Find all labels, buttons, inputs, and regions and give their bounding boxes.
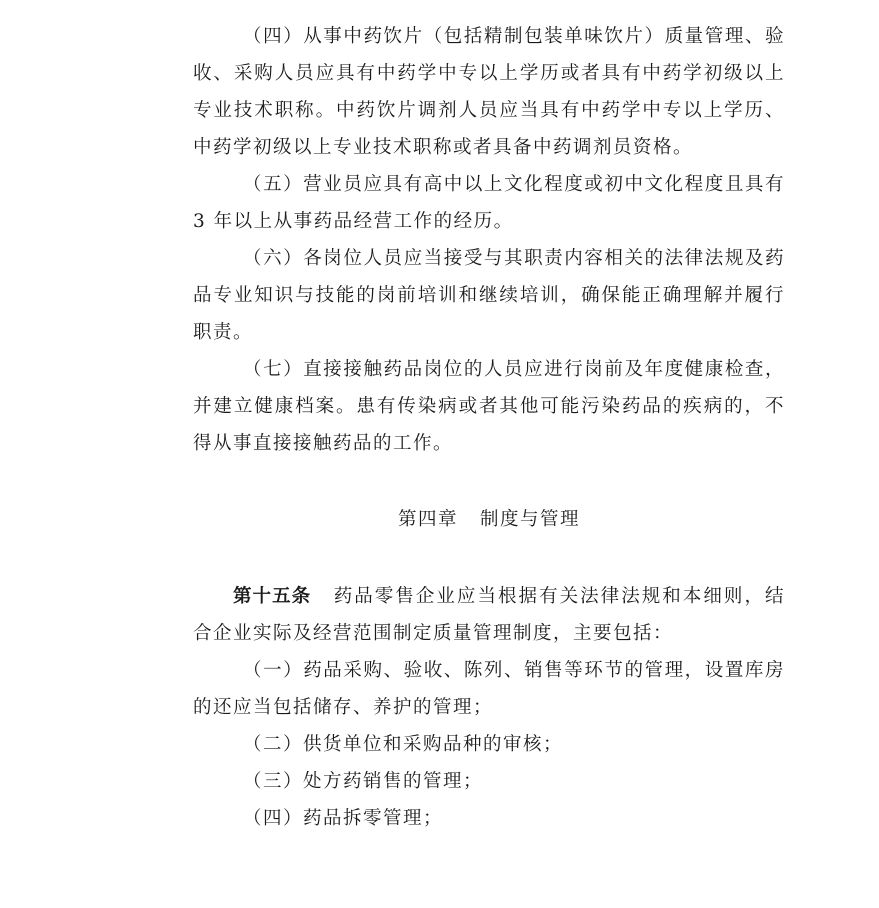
article-heading: 第十五条	[233, 586, 312, 607]
paragraph-item-7: （七）直接接触药品岗位的人员应进行岗前及年度健康检查，并建立健康档案。患有传染病或者其他可能污染药品的疾病的，不得从事直接接触药品的工作。	[193, 359, 785, 454]
article-text: 药品零售企业应当根据有关法律法规和本细则，结合企业实际及经营范围制定质量管理制度，主要包括：	[193, 586, 785, 644]
list-item-4: （四）药品拆零管理；	[243, 808, 444, 829]
paragraph-item-5: （五）营业员应具有高中以上文化程度或初中文化程度且具有 3 年以上从事药品经营工作的经历。	[193, 174, 785, 232]
list-item-3: （三）处方药销售的管理；	[243, 771, 484, 792]
spacer	[193, 462, 785, 501]
chapter-title: 制度与管理	[480, 509, 581, 530]
list-item-1: （一）药品采购、验收、陈列、销售等环节的管理，设置库房的还应当包括储存、养护的管理；	[193, 660, 785, 718]
document-page	[193, 18, 785, 837]
chapter-number: 第四章	[397, 509, 458, 530]
article-15	[193, 578, 785, 652]
paragraph-item-6: （六）各岗位人员应当接受与其职责内容相关的法律法规及药品专业知识与技能的岗前培训和继续培训，确保能正确理解并履行职责。	[193, 248, 785, 343]
spacer	[193, 538, 785, 578]
chapter-heading	[193, 501, 785, 538]
paragraph-item-4: （四）从事中药饮片（包括精制包装单味饮片）质量管理、验收、采购人员应具有中药学中专以上学历或者具有中药学初级以上专业技术职称。中药饮片调剂人员应当具有中药学中专以上学历、中药学初级以上专业技术职称或者具备中药调剂员资格。	[193, 26, 785, 158]
list-item-2: （二）供货单位和采购品种的审核；	[243, 734, 564, 755]
